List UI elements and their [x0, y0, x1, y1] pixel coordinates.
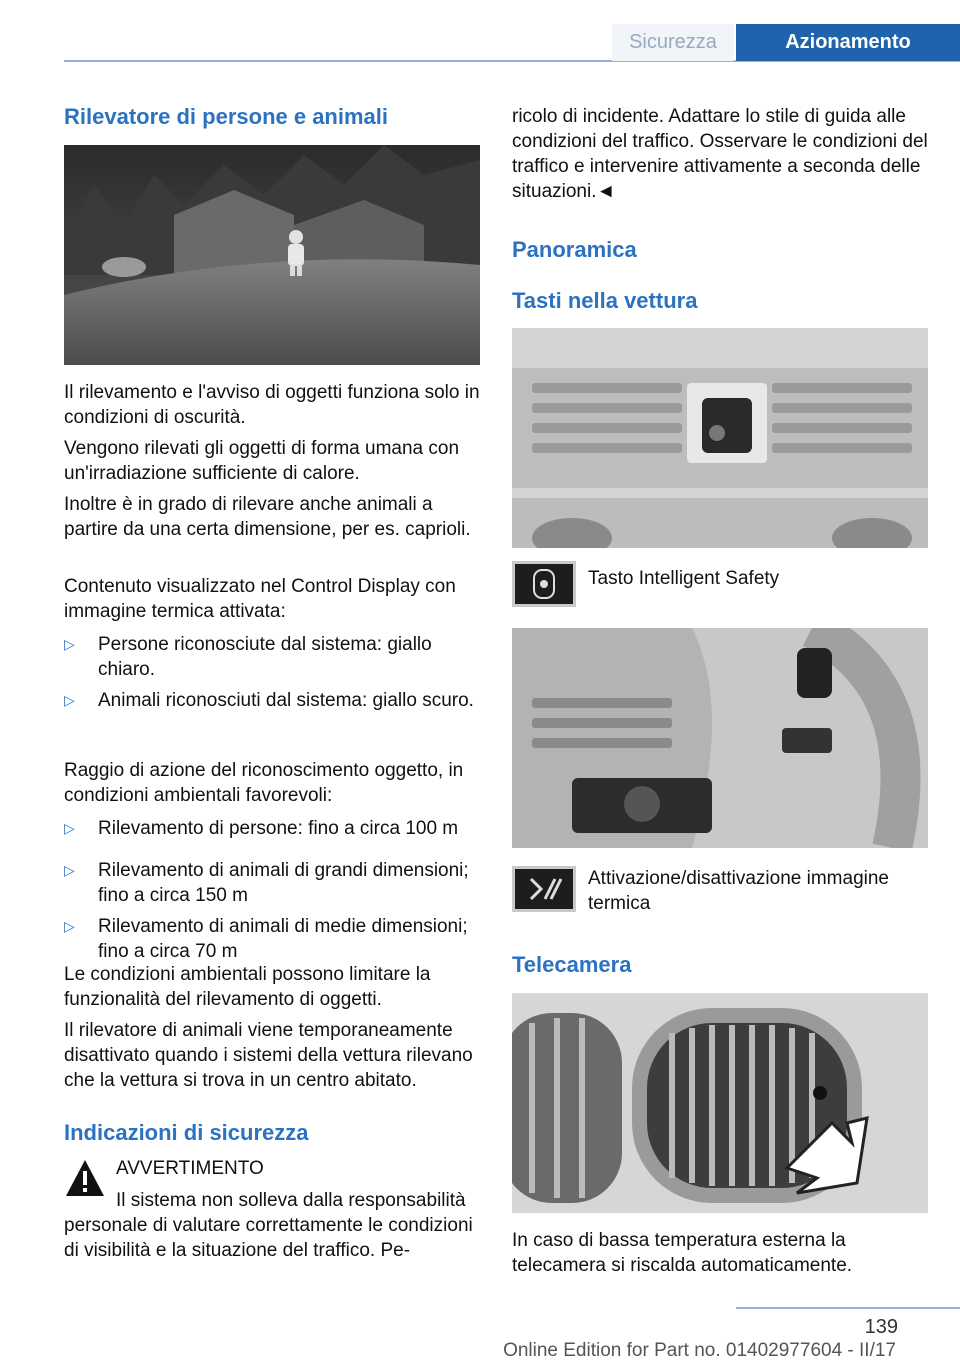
triangle-right-icon: ▷ — [64, 636, 75, 652]
triangle-right-icon: ▷ — [64, 918, 75, 934]
paragraph-darkness: Il rilevamento e l'avviso di oggetti funziona solo in condizioni di oscurità. — [64, 382, 480, 428]
light-switch-photo — [512, 628, 928, 848]
section-title-detector: Rilevatore di persone e animali — [64, 104, 389, 129]
dashboard-buttons-photo — [512, 328, 928, 548]
subsection-title-camera: Telecamera — [512, 952, 632, 977]
triangle-right-icon: ▷ — [64, 692, 75, 708]
section-title-safety: Indicazioni di sicurezza — [64, 1120, 309, 1145]
triangle-right-icon: ▷ — [64, 862, 75, 878]
footer-rule — [736, 1307, 960, 1309]
header-chapter-tab[interactable]: Azionamento — [736, 24, 960, 61]
paragraph-display-content: Contenuto visualizzato nel Control Display con immagine termica attivata: — [64, 576, 456, 622]
button1-label: Tasto Intelligent Safety — [588, 568, 780, 589]
intelligent-safety-icon — [512, 561, 576, 607]
paragraph-conditions: Le condizioni ambientali possono limitare la funzionalità del rilevamento di oggetti. — [64, 964, 431, 1010]
camera-text: In caso di bassa temperatura esterna la telecamera si riscalda automaticamente. — [512, 1230, 853, 1276]
page-number: 139 — [864, 1316, 898, 1338]
warning-label: AVVERTIMENTO — [116, 1158, 264, 1179]
paragraph-continuation: ricolo di incidente. Adattare lo stile di guida alle condizioni del traffico. Osservare le condizioni del traffico e intervenire attivamente a seconda delle situazioni.◄ — [512, 106, 928, 202]
paragraph-animal-disabled: Il rilevatore di animali viene temporaneamente disattivato quando i sistemi della vettura rilevano che la vettura si trova in un centro abitato. — [64, 1020, 473, 1091]
paragraph-animals: Inoltre è in grado di rilevare anche animali a partire da una certa dimensione, per es. caprioli. — [64, 494, 471, 540]
triangle-right-icon: ▷ — [64, 820, 75, 836]
warning-text: Il sistema non solleva dalla responsabilità personale di valutare correttamente le condizioni di visibilità e la situazione del traffico. Pe- — [64, 1190, 473, 1261]
section-title-overview: Panoramica — [512, 237, 637, 262]
paragraph-range: Raggio di azione del riconoscimento oggetto, in condizioni ambientali favorevoli: — [64, 760, 464, 806]
camera-grille-photo — [512, 993, 928, 1213]
button2-label: Attivazione/disattivazione immagine termica — [588, 868, 889, 914]
night-vision-icon — [512, 866, 576, 912]
edition-info: Online Edition for Part no. 01402977604 - II/17 — [503, 1340, 896, 1361]
header-section-tab[interactable]: Sicurezza — [612, 24, 734, 61]
paragraph-human-shapes: Vengono rilevati gli oggetti di forma umana con un'irradiazione sufficiente di calore. — [64, 438, 460, 484]
subsection-title-buttons: Tasti nella vettura — [512, 288, 698, 313]
thermal-image-photo — [64, 145, 480, 365]
